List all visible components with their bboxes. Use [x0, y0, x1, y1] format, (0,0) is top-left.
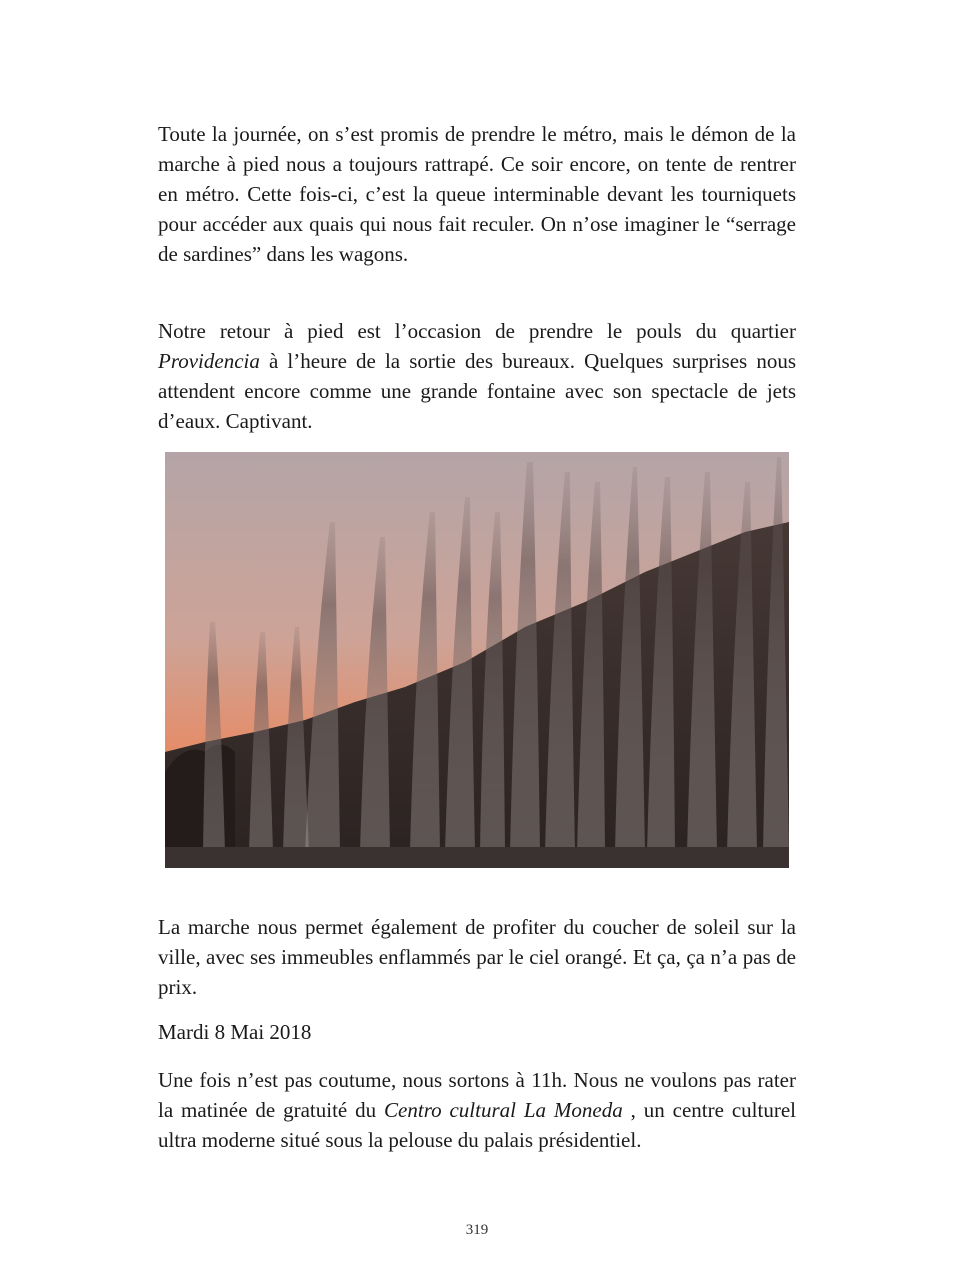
paragraph-la-moneda: [158, 1065, 796, 1155]
la-moneda-italic: Centro cultural La Moneda: [384, 1098, 623, 1122]
fountain-photo-graphic: [165, 452, 789, 868]
paragraph-metro-text: Toute la journée, on s’est promis de prendre le métro, mais le démon de la marche à pied nous a toujours rattrapé. Ce soir encore, on tente de rentrer en métro. Cette fois-ci, c’est la queue interminable devant les tourniquets pour accéder aux quais qui nous fait reculer. On n’ose imaginer le “serrage de sardines” dans les wagons.: [158, 122, 796, 266]
date-heading-text: Mardi 8 Mai 2018: [158, 1020, 312, 1044]
paragraph-sunset-text: La marche nous permet également de profiter du coucher de soleil sur la ville, avec ses immeubles enflammés par le ciel orangé. Et ça, ça n’a pas de prix.: [158, 915, 796, 999]
providencia-italic: Providencia: [158, 349, 260, 373]
date-heading: [158, 1017, 796, 1047]
paragraph-la-moneda-text-after: , un centre culturel ultra moderne situé sous la pelouse du palais présidentiel.: [158, 1098, 796, 1152]
paragraph-metro: [158, 119, 796, 269]
paragraph-sunset: [158, 912, 796, 1002]
paragraph-la-moneda-text-before: Une fois n’est pas coutume, nous sortons à 11h. Nous ne voulons pas rater la matinée de gratuité du: [158, 1068, 796, 1122]
paragraph-providencia-text-after: à l’heure de la sortie des bureaux. Quelques surprises nous attendent encore comme une grande fontaine avec son spectacle de jets d’eaux. Captivant.: [158, 349, 797, 433]
fountain-photo: [165, 452, 789, 868]
page-number: 319: [465, 1222, 489, 1238]
paragraph-providencia-text-before: Notre retour à pied est l’occasion de prendre le pouls du quartier: [158, 319, 796, 343]
paragraph-providencia: [158, 316, 796, 436]
